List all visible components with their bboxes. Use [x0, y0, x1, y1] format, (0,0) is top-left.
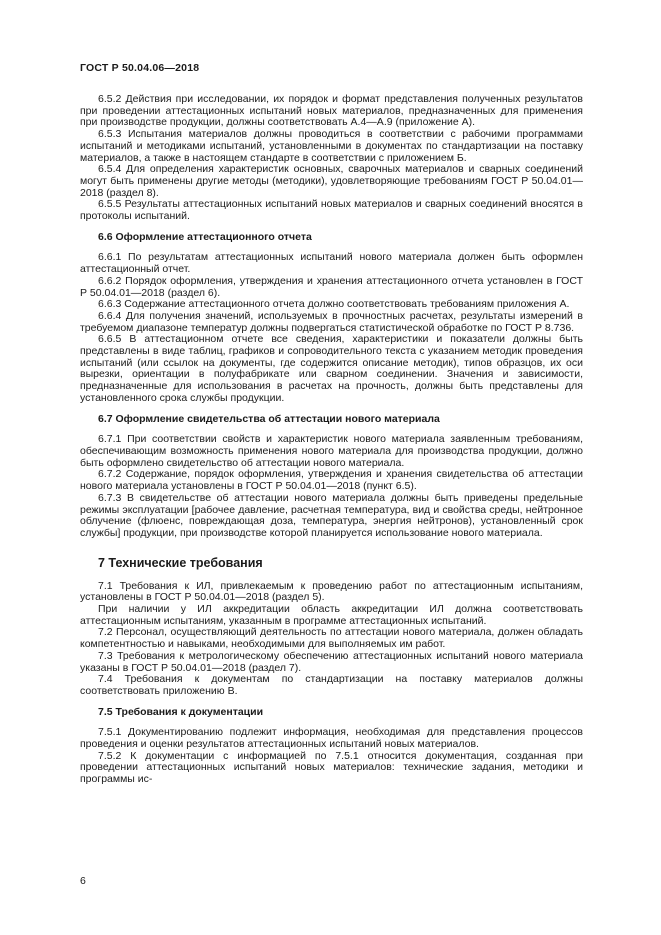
paragraph: 7.4 Требования к документам по стандартизации на поставку материалов должны соответствовать приложению В.: [80, 673, 583, 697]
paragraph: 6.6.1 По результатам аттестационных испытаний нового материала должен быть оформлен аттестационный отчет.: [80, 251, 583, 276]
paragraph: 7.5.2 К документации с информацией по 7.5.1 относится документация, созданная при проведении аттестационных испытаний новых материалов: технические задания, методики и программы ис-: [80, 749, 583, 786]
section-heading: 6.6 Оформление аттестационного отчета: [98, 230, 312, 243]
paragraph: 6.7.3 В свидетельстве об аттестации нового материала должны быть приведены предельные режимы эксплуатации [рабочее давление, расчетная температура, вид и свойства среды, нейтронное облучение (флюенс, повреждающая доза, температура, энергия нейтронов), установленный срок службы] продукции, при производстве которой планируется использование нового материала.: [80, 491, 583, 539]
section-heading: 6.7 Оформление свидетельства об аттестации нового материала: [98, 412, 440, 425]
paragraph: 6.6.2 Порядок оформления, утверждения и хранения аттестационного отчета установлен в ГОСТ Р 50.04.01—2018 (раздел 6).: [80, 274, 583, 299]
paragraph: 6.6.4 Для получения значений, используемых в прочностных расчетах, результаты измерений в требуемом диапазоне температур должны подвергаться статистической обработке по ГОСТ Р 8.736.: [80, 309, 583, 334]
paragraph: 7.2 Персонал, осуществляющий деятельность по аттестации нового материала, должен обладать компетентностью и навыками, необходимыми для выполняемых им работ.: [80, 626, 583, 651]
page-number: 6: [80, 875, 86, 887]
document-header: ГОСТ Р 50.04.06—2018: [80, 62, 200, 74]
paragraph: 6.5.2 Действия при исследовании, их порядок и формат представления полученных результатов при проведении аттестационных испытаний новых материалов, предназначенных для применения при производстве продукции, должны соответствовать А.4—А.9 (приложение А).: [80, 93, 583, 129]
paragraph: 7.5.1 Документированию подлежит информация, необходимая для представления процессов проведения и оценки результатов аттестационных испытаний новых материалов.: [80, 726, 583, 751]
paragraph: 6.5.3 Испытания материалов должны проводиться в соответствии с рабочими программами испытаний и методиками испытаний, установленными в документах по стандартизации на поставку материалов, а также в настоящем стандарте в соответствии с приложением Б.: [80, 128, 583, 164]
paragraph: 6.7.2 Содержание, порядок оформления, утверждения и хранения свидетельства об аттестации нового материала установлены в ГОСТ Р 50.04.01—2018 (пункт 6.5).: [80, 468, 583, 493]
paragraph: 6.6.3 Содержание аттестационного отчета должно соответствовать требованиям приложения А.: [98, 298, 570, 311]
section-heading: 7.5 Требования к документации: [98, 705, 264, 718]
paragraph: 6.6.5 В аттестационном отчете все сведения, характеристики и показатели должны быть представлены в виде таблиц, графиков и сопроводительного текста с указанием методик проведения испытаний (или ссылок на документы, где содержится описание методик), типов образцов, их оси вырезки, ориентации в полуфабрикате или сварном соединении. Значения и зависимости, предназначенные для использования в расчетах на прочность, должны быть представлены для установленного срока службы продукции.: [80, 333, 583, 404]
document-content: [80, 94, 583, 786]
paragraph: 7.1 Требования к ИЛ, привлекаемым к проведению работ по аттестационным испытаниям, установлены в ГОСТ Р 50.04.01—2018 (раздел 5).: [80, 579, 583, 604]
paragraph: 6.7.1 При соответствии свойств и характеристик нового материала заявленным требованиям, обеспечивающим возможность применения нового материала для производства продукции, должно быть оформлено свидетельство об аттестации нового материала.: [80, 433, 583, 469]
paragraph: 6.5.4 Для определения характеристик основных, сварочных материалов и сварных соединений могут быть применены другие методы (методики), удовлетворяющие требованиям ГОСТ Р 50.04.01— 2018 (раздел 8).: [80, 163, 583, 199]
paragraph: При наличии у ИЛ аккредитации область аккредитации ИЛ должна соответствовать аттестационным испытаниям, указанным в программе аттестационных испытаний.: [80, 603, 583, 627]
paragraph: 6.5.5 Результаты аттестационных испытаний новых материалов и сварных соединений вносятся в протоколы испытаний.: [80, 198, 583, 223]
section-heading: 7 Технические требования: [98, 555, 263, 570]
paragraph: 7.3 Требования к метрологическому обеспечению аттестационных испытаний нового материала указаны в ГОСТ Р 50.04.01—2018 (раздел 7).: [80, 649, 583, 674]
